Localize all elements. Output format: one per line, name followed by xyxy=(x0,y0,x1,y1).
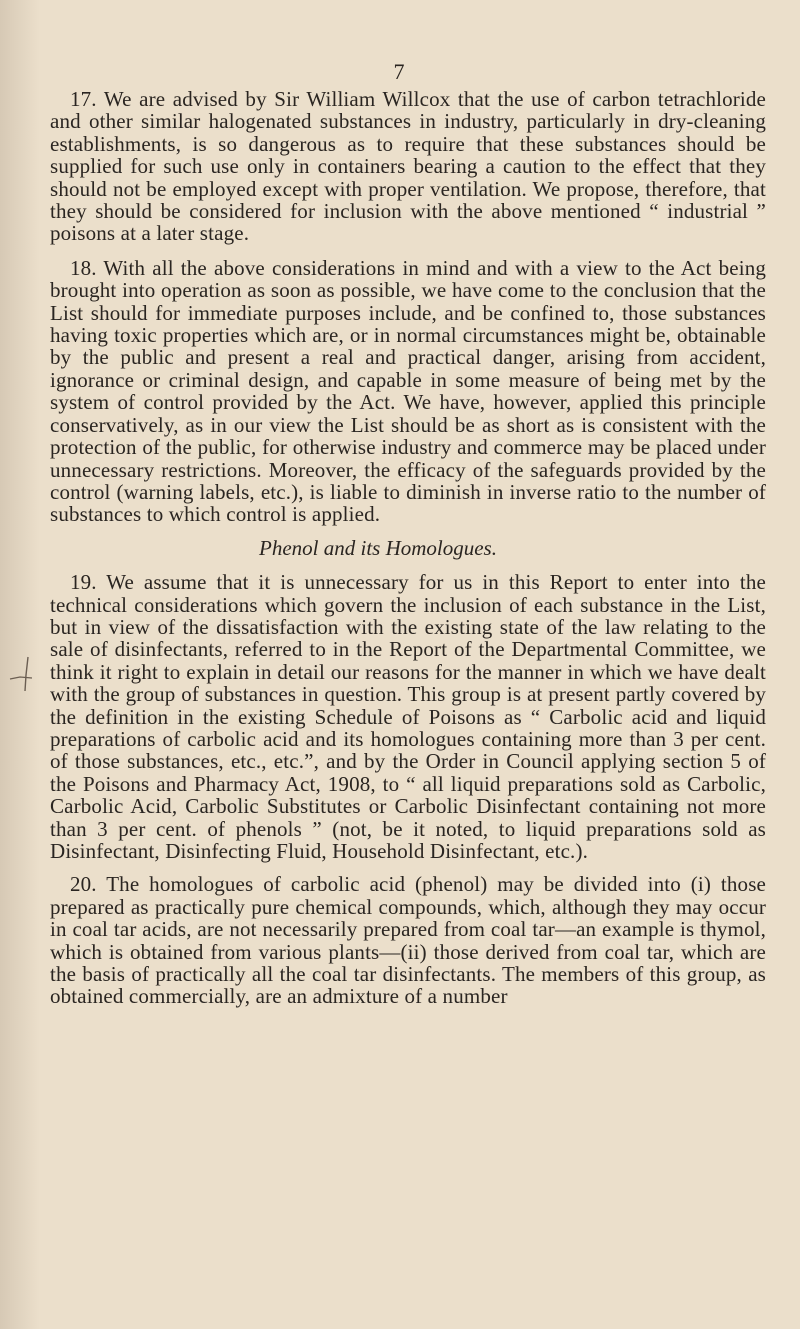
margin-mark-icon xyxy=(8,655,34,693)
paragraph-18: 18. With all the above considerations in mind and with a view to the Act being brought into operation as soon as possible, we have come to the conclusion that the List should for immediate purposes include, and be confined to, those substances having toxic properties which are, or in normal circumstances might be, obtainable by the public and present a real and practical danger, arising from accident, ignorance or criminal design, and capable in some measure of being met by the system of control provided by the Act. We have, however, applied this principle conservatively, as in our view the List should be as short as is consistent with the protection of the public, for otherwise industry and commerce may be placed under unnecessary restrictions. Moreover, the efficacy of the safeguards provided by the control (warning labels, etc.), is liable to diminish in inverse ratio to the number of substances to which control is applied. xyxy=(50,255,766,527)
paragraph-17: 17. We are advised by Sir William Willcox that the use of carbon tetrachloride and other similar halogenated substances in industry, particularly in dry-cleaning establishments, is so dangerous as to require that these substances should be supplied for such use only in containers bearing a caution to the effect that they should not be employed except with proper ventilation. We propose, therefore, that they should be considered for inclusion with the above mentioned “ industrial ” poisons at a later stage. xyxy=(50,87,766,246)
section-heading: Phenol and its Homologues. xyxy=(259,535,497,560)
paragraph-20: 20. The homologues of carbolic acid (phenol) may be divided into (i) those prepared as practically pure chemical compounds, which, although they may occur in coal tar acids, are not necessarily prepared from coal tar—an example is thymol, which is obtained from various plants—(ii) those derived from coal tar, which are the basis of practically all the coal tar disinfectants. The members of this group, as obtained commercially, are an admixture of a number xyxy=(50,872,766,1009)
page-number: 7 xyxy=(393,59,405,84)
paragraph-19: 19. We assume that it is unnecessary for us in this Report to enter into the technical considerations which govern the inclusion of each substance in the List, but in view of the dissatisfaction with the existing state of the law relating to the sale of disinfectants, referred to in the Report of the Departmental Committee, we think it right to explain in detail our reasons for the manner in which we have dealt with the group of substances in question. This group is at present partly covered by the definition in the existing Schedule of Poisons as “ Carbolic acid and liquid preparations of carbolic acid and its homologues containing more than 3 per cent. of those substances, etc., etc.”, and by the Order in Council applying section 5 of the Poisons and Pharmacy Act, 1908, to “ all liquid preparations sold as Carbolic, Carbolic Acid, Carbolic Substitutes or Carbolic Disinfectant containing not more than 3 per cent. of phenols ” (not, be it noted, to liquid preparations sold as Disinfectant, Disinfecting Fluid, Household Disinfectant, etc.). xyxy=(50,570,766,863)
body-text xyxy=(50,88,766,1008)
